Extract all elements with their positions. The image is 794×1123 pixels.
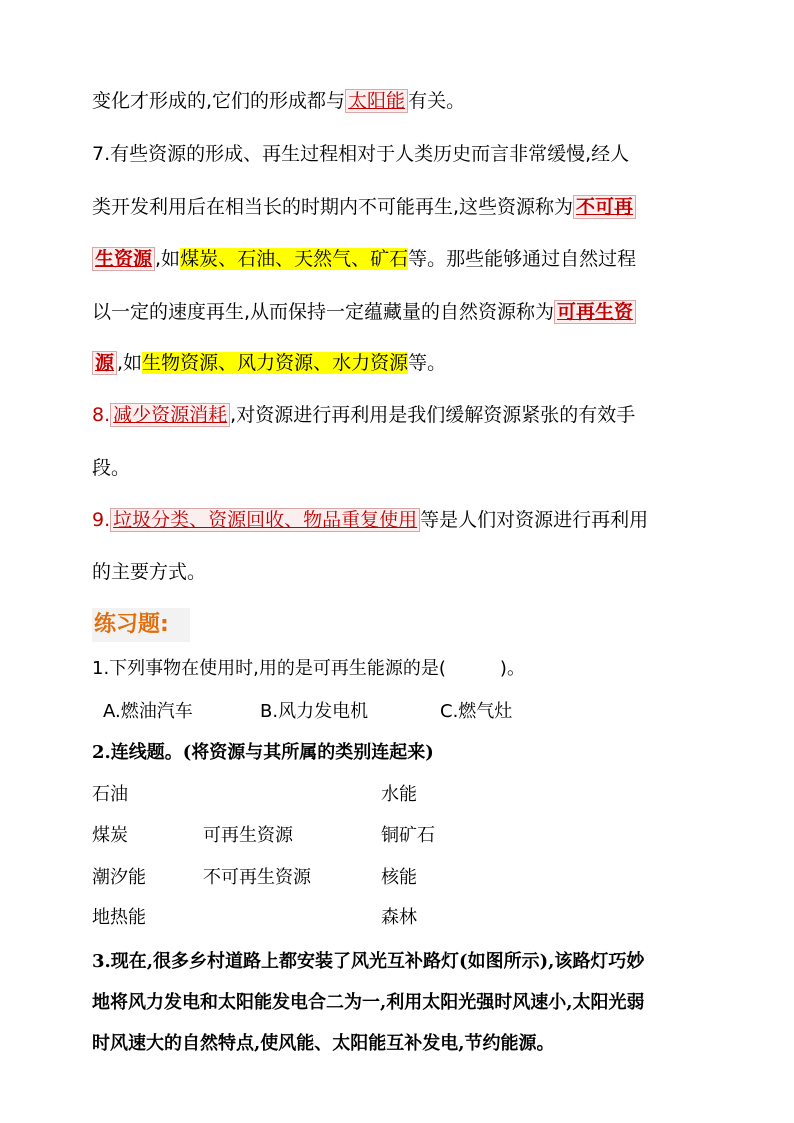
question-3-line-1: 3.现在,很多乡村道路上都安装了风光互补路灯(如图所示),该路灯巧妙 <box>92 951 645 972</box>
note-text: 等是人们对资源进行再利用 <box>420 509 649 531</box>
point-7-line-3 <box>92 246 636 272</box>
point-number: 9. <box>92 509 111 531</box>
matching-left-item: 地热能 <box>92 907 146 928</box>
question-3-line-3: 时风速大的自然特点,使风能、太阳能互补发电,节约能源。 <box>92 1033 555 1054</box>
note-text: 等。 <box>408 352 447 374</box>
point-number: 8. <box>92 404 111 426</box>
point-7-line-1: 7.有些资源的形成、再生过程相对于人类历史而言非常缓慢,经人 <box>92 143 630 165</box>
question-1-stem: 1.下列事物在使用时,用的是可再生能源的是( )。 <box>92 658 525 679</box>
highlight-renewable-examples: 生物资源、风力资源、水力资源 <box>142 352 409 374</box>
note-text: 以一定的速度再生,从而保持一定蕴藏量的自然资源称为 <box>92 301 555 323</box>
exercises-heading: 练习题: <box>92 608 190 642</box>
question-3-line-2: 地将风力发电和太阳能发电合二为一,利用太阳光强时风速小,太阳光弱 <box>92 992 645 1013</box>
point-8-line-1 <box>92 402 635 428</box>
matching-middle-item: 不可再生资源 <box>203 867 311 888</box>
matching-left-item: 潮汐能 <box>92 867 146 888</box>
matching-right-item: 核能 <box>381 867 417 888</box>
question-2-stem: 2.连线题。(将资源与其所属的类别连起来) <box>92 742 434 763</box>
answer-nonrenewable-part1: 不可再 <box>573 195 636 219</box>
matching-right-item: 铜矿石 <box>381 825 435 846</box>
matching-right-item: 森林 <box>381 907 417 928</box>
answer-nonrenewable-part2: 生资源 <box>92 247 155 271</box>
point-9-line-2: 的主要方式。 <box>92 561 207 583</box>
note-text: 变化才形成的,它们的形成都与 <box>92 90 346 112</box>
note-text: ,如 <box>117 352 143 374</box>
point-7-line-2 <box>92 194 636 220</box>
matching-middle-item: 可再生资源 <box>203 825 293 846</box>
note-text: 类开发利用后在相当长的时期内不可能再生,这些资源称为 <box>92 196 574 218</box>
question-1-option-c: C.燃气灶 <box>440 701 513 722</box>
answer-renewable-part1: 可再生资 <box>554 300 636 324</box>
answer-reduce-consumption: 减少资源消耗 <box>110 403 230 427</box>
answer-solar-energy: 太阳能 <box>345 89 408 113</box>
point-7-line-4 <box>92 299 636 325</box>
answer-reuse-methods: 垃圾分类、资源回收、物品重复使用 <box>110 508 420 532</box>
point-7-line-5 <box>92 350 446 376</box>
matching-left-item: 石油 <box>92 784 128 805</box>
question-1-option-a: A.燃油汽车 <box>103 701 193 722</box>
highlight-nonrenewable-examples: 煤炭、石油、天然气、矿石 <box>180 248 409 270</box>
answer-renewable-part2: 源 <box>92 351 117 375</box>
note-line-1 <box>92 88 465 114</box>
note-text: ,对资源进行再利用是我们缓解资源紧张的有效手 <box>230 404 636 426</box>
matching-right-item: 水能 <box>381 784 417 805</box>
point-8-line-2: 段。 <box>92 457 131 479</box>
note-text: 有关。 <box>408 90 466 112</box>
note-text: ,如 <box>155 248 181 270</box>
matching-left-item: 煤炭 <box>92 825 128 846</box>
point-9-line-1 <box>92 507 648 533</box>
note-text: 等。那些能够通过自然过程 <box>408 248 637 270</box>
question-1-option-b: B.风力发电机 <box>260 701 369 722</box>
